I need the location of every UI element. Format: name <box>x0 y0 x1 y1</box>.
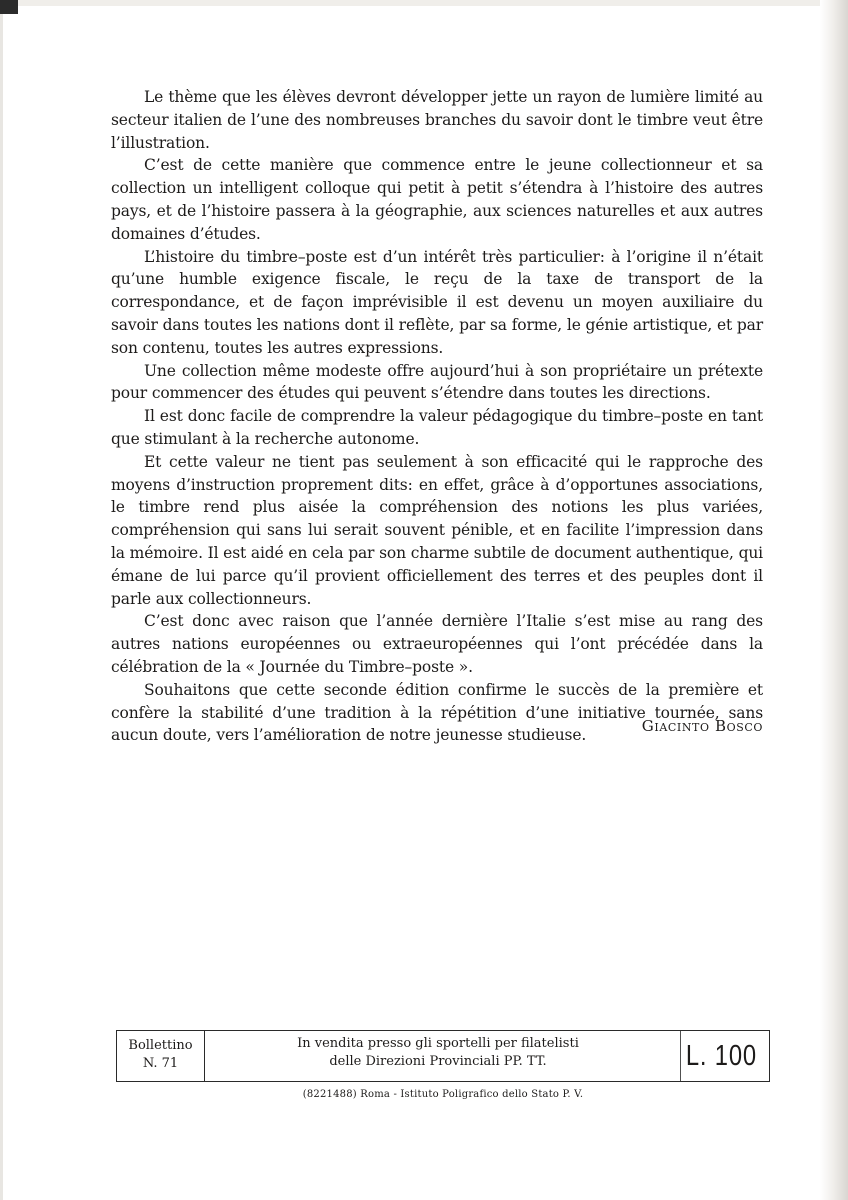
sale-info-cell <box>205 1031 671 1081</box>
scan-edge-top <box>0 0 848 6</box>
bulletin-label: Bollettino <box>128 1038 193 1053</box>
paragraph-7: C’est donc avec raison que l’année dernière l’Italie s’est mise au rang des autres nations européennes ou extraeuropéennes qui l’ont précédée dans la célébration de la « Journée du Timbre–poste ». <box>111 612 763 676</box>
article-body <box>111 86 763 747</box>
paragraph-6: Et cette valeur ne tient pas seulement à son efficacité qui le rapproche des moyens d’instruction proprement dits: en effet, grâce à d’opportunes associations, le timbre rend plus aisée la compréhension des notions les plus variées, compréhension qui sans lui serait souvent pénible, et en facilite l’impression dans la mémoire. Il est aidé en cela par son charme subtile de document authentique, qui émane de lui parce qu’il provient officiellement des terres et des peuples dont il parle aux collectionneurs. <box>111 452 763 608</box>
price-label: L. 100 <box>680 1031 762 1081</box>
bulletin-number: N. 71 <box>142 1056 179 1071</box>
paragraph-2: C’est de cette manière que commence entre le jeune collectionneur et sa collection un intelligent colloque qui petit à petit s’étendra à l’histoire des autres pays, et de l’histoire passera à la géographie, aux sciences naturelles et aux autres domaines d’études. <box>111 156 763 243</box>
paragraph-8: Souhaitons que cette seconde édition confirme le succès de la première et confère la stabilité d’une tradition à la répétition d’une initiative tournée, sans aucun doute, vers l’amélioration de notre jeunesse studieuse. <box>111 680 763 745</box>
corner-mark <box>0 0 18 14</box>
printer-imprint: (8221488) Roma - Istituto Poligrafico dello Stato P. V. <box>302 1089 584 1100</box>
scan-edge-left <box>0 0 3 1200</box>
scan-edge-right <box>820 0 848 1200</box>
bulletin-cell <box>117 1031 205 1081</box>
sale-line-2: delle Direzioni Provinciali PP. TT. <box>329 1054 547 1069</box>
paragraph-5: Il est donc facile de comprendre la valeur pédagogique du timbre–poste en tant que stimulant à la recherche autonome. <box>111 407 763 448</box>
sale-line-1: In vendita presso gli sportelli per filatelisti <box>297 1036 579 1051</box>
paragraph-1: Le thème que les élèves devront développer jette un rayon de lumière limité au secteur italien de l’une des nombreuses branches du savoir dont le timbre veut être l’illustration. <box>111 88 763 152</box>
paragraph-3: L’histoire du timbre–poste est d’un intérêt très particulier: à l’origine il n’était qu’une humble exigence fiscale, le reçu de la taxe de transport de la correspondance, et de façon imprévisible il est devenu un moyen auxiliaire du savoir dans toutes les nations dont il reflète, par sa forme, le génie artistique, et par son contenu, toutes les autres expressions. <box>111 247 763 357</box>
paragraph-4: Une collection même modeste offre aujourd’hui à son propriétaire un prétexte pour commencer des études qui peuvent s’étendre dans toutes les directions. <box>111 361 763 403</box>
footer-box <box>116 1030 770 1082</box>
author-signature: Giacinto Bosco <box>641 717 763 735</box>
